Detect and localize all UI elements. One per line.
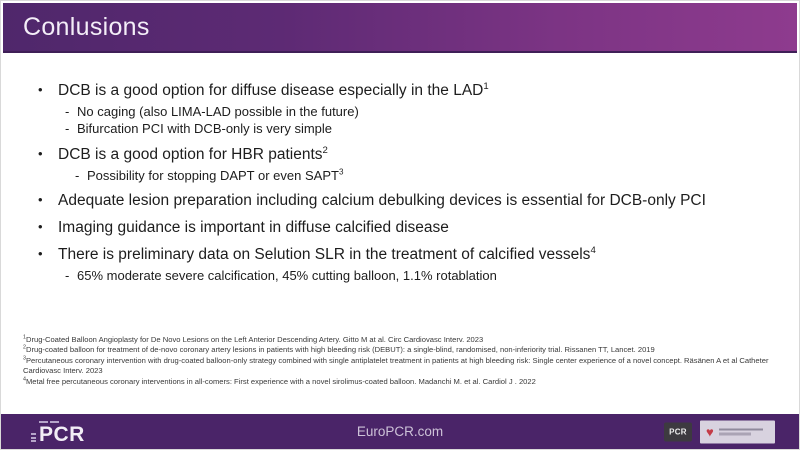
bullet-marker: • bbox=[38, 246, 43, 262]
footnote-item: $^2$Drug-coated balloon for treatment of de-novo coronary artery lesions in patients with high bleeding risk (DEBUT): a single-blind, randomised, non-inferiority trial. Rissanen TT, Lancet. 2019 bbox=[23, 344, 655, 355]
bullet-marker: • bbox=[38, 146, 43, 161]
footer-bar bbox=[1, 414, 799, 449]
bullet-text: 65% moderate severe calcification, 45% cutting balloon, 1.1% rotablation bbox=[77, 267, 497, 283]
dash-marker: - bbox=[65, 267, 70, 283]
dash-marker: - bbox=[65, 103, 70, 119]
pcr-logo-vertical-tagline bbox=[31, 433, 36, 445]
footnote-item: $^4$Metal free percutaneous coronary interventions in all-comers: First experience with a novel sirolimus-coated balloon. Madanchi M. et al. Cardiol J . 2022 bbox=[23, 376, 536, 386]
bullet-text: Adequate lesion preparation including calcium debulking devices is essential for DCB-only PCI bbox=[58, 192, 706, 210]
bullet-marker: • bbox=[38, 82, 43, 97]
bullet-text: DCB is a good option for HBR patients$^2$ bbox=[58, 144, 328, 163]
footnote-number: 1 bbox=[23, 334, 26, 341]
bullet-list bbox=[1, 73, 791, 285]
pcr-badge-text: PCR bbox=[669, 427, 687, 436]
footnote-reference: 1 bbox=[483, 80, 489, 92]
dash-marker: - bbox=[75, 167, 80, 183]
footnote-item: $^1$Drug-Coated Balloon Angioplasty for De Novo Lesions on the Left Anterior Descending Artery. Gitto M at al. Circ Cardiovasc Interv. 2023 bbox=[23, 334, 484, 344]
footer-badges bbox=[664, 420, 775, 443]
pcr-badge-logo bbox=[664, 422, 692, 441]
footnote-reference: 4 bbox=[590, 244, 596, 256]
bullet-text: There is preliminary data on Selution SLR in the treatment of calcified vessels$^4$ bbox=[58, 244, 596, 264]
footnote-reference: 3 bbox=[338, 167, 344, 177]
footnote-item: $^3$Percutaneous coronary intervention with drug-coated balloon-only strategy combined with single antiplatelet treatment in patients at high bleeding risk: Single center experience of a novel concept. Räsänen A et al Catheter Cardiovasc Interv. 2023 bbox=[23, 355, 769, 376]
bullet-marker: • bbox=[38, 192, 43, 208]
bullet-item bbox=[1, 146, 791, 164]
bullet-item bbox=[1, 192, 791, 210]
bullet-text: Bifurcation PCI with DCB-only is very simple bbox=[77, 121, 333, 137]
dash-marker: - bbox=[65, 121, 70, 137]
footnote-reference: 2 bbox=[322, 144, 328, 156]
bullet-text: Possibility for stopping DAPT or even SAPT$^3$ bbox=[87, 167, 344, 183]
sub-bullet-item bbox=[1, 121, 791, 137]
bullet-item bbox=[1, 246, 791, 264]
footer-url: EuroPCR.com bbox=[356, 424, 444, 439]
pcr-logo-text: PCR bbox=[39, 423, 85, 446]
partner-logo-text-lines bbox=[719, 426, 769, 437]
footnote-number: 3 bbox=[23, 355, 26, 362]
sub-bullet-item bbox=[1, 168, 791, 184]
bullet-text: DCB is a good option for diffuse disease especially in the LAD$^1$ bbox=[58, 80, 489, 99]
bullet-text: Imaging guidance is important in diffuse calcified disease bbox=[58, 219, 449, 237]
footnotes bbox=[23, 335, 781, 387]
sub-bullet-item bbox=[1, 104, 791, 120]
footnote-number: 2 bbox=[23, 344, 26, 351]
heart-icon: ♥ bbox=[706, 424, 714, 439]
footnote-number: 4 bbox=[23, 376, 26, 383]
bullet-item bbox=[1, 82, 791, 100]
slide-header bbox=[3, 3, 797, 53]
bullet-marker: • bbox=[38, 219, 43, 235]
slide-title: Conlusions bbox=[23, 12, 150, 41]
partner-hospital-logo bbox=[700, 420, 775, 443]
sub-bullet-item bbox=[1, 268, 791, 284]
bullet-item bbox=[1, 219, 791, 237]
pcr-logo bbox=[31, 421, 85, 445]
bullet-text: No caging (also LIMA-LAD possible in the future) bbox=[77, 103, 359, 119]
